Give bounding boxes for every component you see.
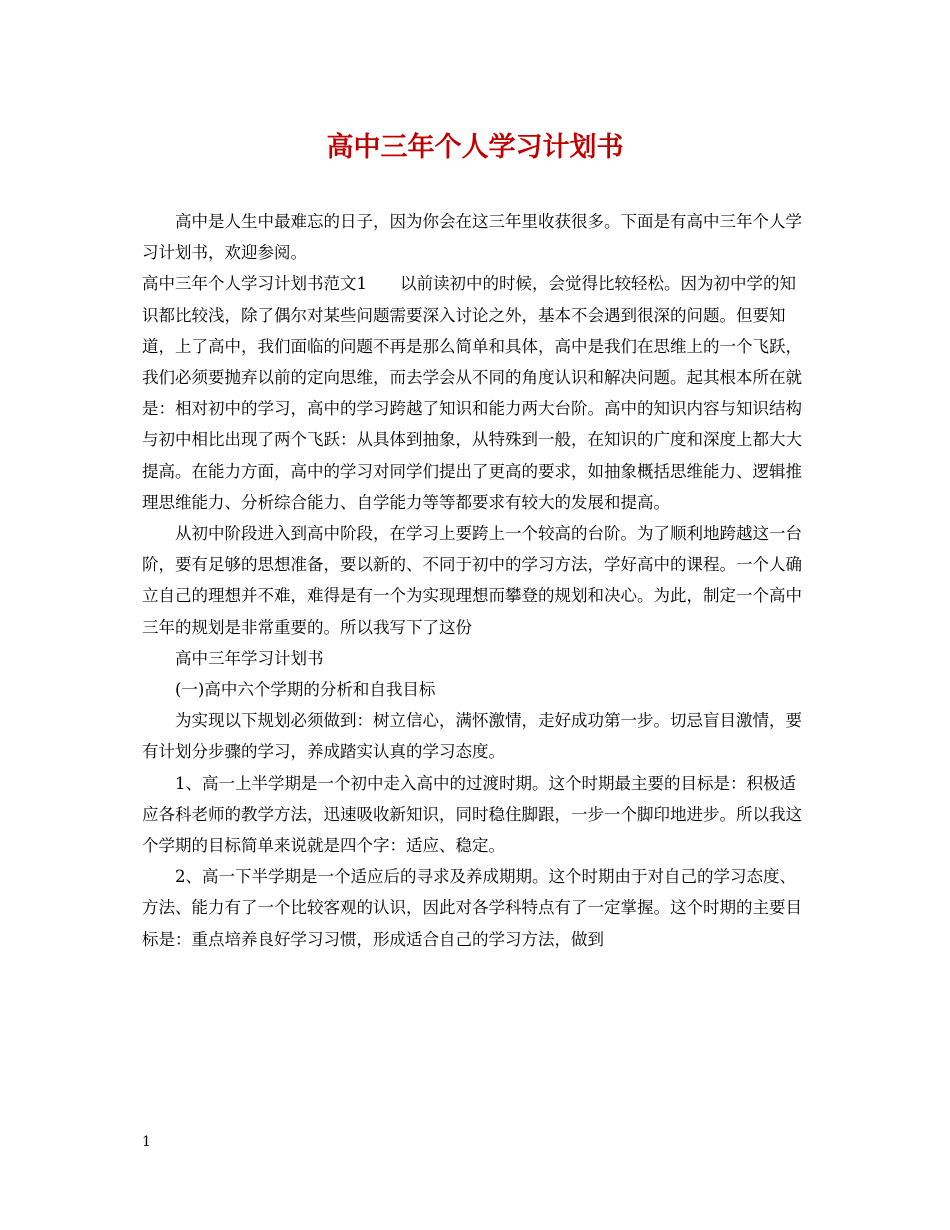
document-title: 高中三年个人学习计划书: [326, 132, 624, 163]
sample-essay-paragraph: 高中三年个人学习计划书范文1 以前读初中的时候，会觉得比较轻松。因为初中学的知识都比较浅，除了偶尔对某些问题需要深入讨论之外，基本不会遇到很深的问题。但要知道，上了高中，我们面临的问题不再是那么简单和具体，高中是我们在思维上的一个飞跃，我们必须要抛弃以前的定向思维，而去学会从不同的角度认识和解决问题。起其根本所在就是：相对初中的学习，高中的学习跨越了知识和能力两大台阶。高中的知识内容与知识结构与初中相比出现了两个飞跃：从具体到抽象，从特殊到一般，在知识的广度和深度上都大大提高。在能力方面，高中的学习对同学们提出了更高的要求，如抽象概括思维能力、逻辑推理思维能力、分析综合能力、自学能力等等都要求有较大的发展和提高。: [142, 274, 802, 512]
requirements-paragraph: 为实现以下规划必须做到：树立信心，满怀激情，走好成功第一步。切忌盲目激情，要有计划分步骤的学习，养成踏实认真的学习态度。: [142, 711, 802, 762]
page-number: 1: [142, 1134, 151, 1150]
document-body: [142, 206, 808, 955]
transition-paragraph: 从初中阶段进入到高中阶段，在学习上要跨上一个较高的台阶。为了顺利地跨越这一台阶，要有足够的思想准备，要以新的、不同于初中的学习方法，学好高中的课程。一个人确立自己的理想并不难，难得是有一个为实现理想而攀登的规划和决心。为此，制定一个高中三年的规划是非常重要的。所以我写下了这份: [142, 524, 802, 637]
intro-paragraph: 高中是人生中最难忘的日子，因为你会在这三年里收获很多。下面是有高中三年个人学习计划书，欢迎参阅。: [142, 212, 802, 263]
semester-1-paragraph: 1、高一上半学期是一个初中走入高中的过渡时期。这个时期最主要的目标是：积极适应各科老师的教学方法，迅速吸收新知识，同时稳住脚跟，一步一个脚印地进步。所以我这个学期的目标简单来说就是四个字：适应、稳定。: [142, 773, 802, 856]
section-heading: (一)高中六个学期的分析和自我目标: [175, 680, 436, 700]
plan-heading: 高中三年学习计划书: [175, 648, 324, 668]
semester-2-paragraph: 2、高一下半学期是一个适应后的寻求及养成期期。这个时期由于对自己的学习态度、方法、能力有了一个比较客观的认识，因此对各学科特点有了一定掌握。这个时期的主要目标是：重点培养良好学习习惯，形成适合自己的学习方法，做到: [142, 867, 802, 949]
